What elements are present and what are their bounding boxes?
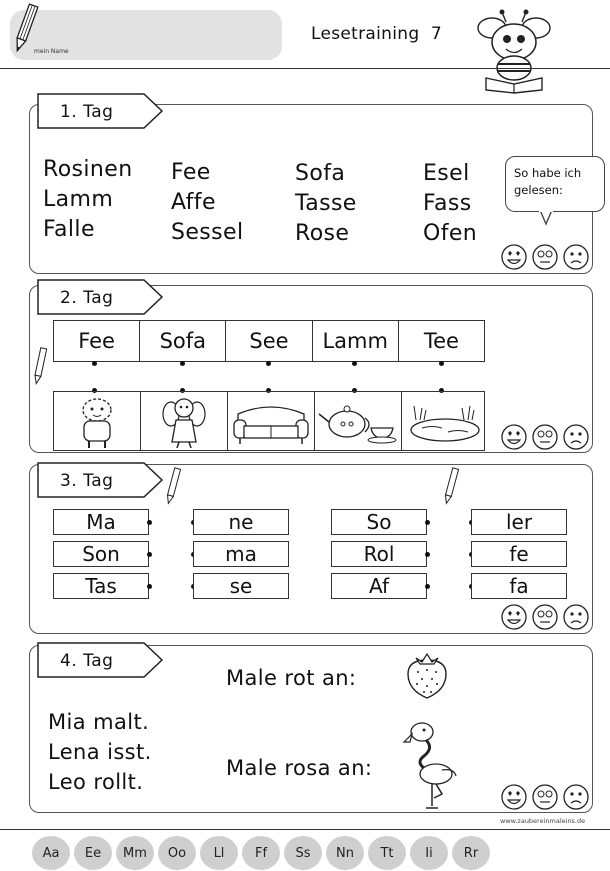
sad-face-icon [564,425,588,449]
name-label: mein Name [34,48,69,55]
syllable-start: Rol [331,541,427,567]
syllable-start: Af [331,573,427,599]
syllable-start: Son [53,541,149,567]
flamingo-icon [402,720,462,812]
pencil-icon [10,2,40,54]
day1-word: Lamm [43,187,114,212]
sad-face-icon [564,245,588,269]
footer-divider [0,829,610,830]
lake-icon [402,392,488,450]
happy-face-icon [502,605,526,629]
day1-word: Sessel [171,220,244,245]
word-cell: Tee [423,329,459,353]
sofa-icon [228,392,314,450]
day1-word: Falle [43,217,95,242]
happy-face-icon [502,785,526,809]
letter-badge: Oo [158,836,196,870]
fairy-icon [141,392,227,450]
letter-row [32,836,490,870]
day1-word: Ofen [423,221,478,246]
rating-smileys[interactable] [500,423,590,451]
pencil-icon [165,466,181,506]
instruction-red: Male rot an: [226,666,357,690]
letter-badge: Rr [452,836,490,870]
neutral-face-icon [533,245,557,269]
sentence: Leo rollt. [48,770,144,794]
match-dot[interactable] [439,361,444,366]
page-title [311,24,442,44]
word-cell: Sofa [140,321,226,361]
letter-badge: Aa [32,836,70,870]
reading-bee-icon [470,8,558,94]
word-cell: Lamm [313,321,399,361]
letter-badge: Ee [74,836,112,870]
match-dot[interactable] [147,552,152,557]
match-dot[interactable] [147,520,152,525]
day2-label: 2. Tag [60,288,114,308]
sentence: Lena isst. [48,740,152,764]
strawberry-icon [402,648,452,700]
syllable-end: ma [193,541,289,567]
day4-label: 4. Tag [60,651,114,671]
match-dot[interactable] [425,584,430,589]
letter-badge: Nn [326,836,364,870]
rating-smileys[interactable] [500,603,590,631]
match-dot[interactable] [147,584,152,589]
day1-word: Fee [171,160,211,185]
bubble-tail-icon [538,210,558,228]
letter-badge: Ff [242,836,280,870]
day1-word: Esel [423,161,470,186]
letter-badge: Mm [116,836,154,870]
picture-cell [315,392,402,450]
word-cell: See [226,321,312,361]
match-dot[interactable] [266,361,271,366]
happy-face-icon [502,245,526,269]
site-credit: www.zaubereinmaleins.de [500,817,586,825]
speech-bubble: So habe ich gelesen: [505,156,605,212]
picture-cell [54,392,141,450]
word-table [53,320,485,362]
syllable-end: ler [471,509,567,535]
day1-label: 1. Tag [60,102,114,122]
sad-face-icon [564,605,588,629]
day1-word: Tasse [295,191,357,216]
sad-face-icon [564,785,588,809]
pencil-icon [32,346,48,386]
picture-cell [228,392,315,450]
letter-badge: Ii [410,836,448,870]
match-dot[interactable] [352,361,357,366]
match-dot[interactable] [92,361,97,366]
neutral-face-icon [533,425,557,449]
syllable-end: fe [471,541,567,567]
title-text: Lesetraining [311,24,420,44]
match-dot[interactable] [425,520,430,525]
instruction-pink: Male rosa an: [226,756,373,780]
letter-badge: Ll [200,836,238,870]
syllable-start: So [331,509,427,535]
day1-word: Affe [171,190,216,215]
match-dot[interactable] [180,361,185,366]
neutral-face-icon [533,605,557,629]
picture-cell [402,392,488,450]
pencil-icon [443,466,459,506]
sentence: Mia malt. [48,710,150,734]
day1-word: Rosinen [43,157,133,182]
neutral-face-icon [533,785,557,809]
header-divider [0,68,610,69]
day1-word: Rose [295,221,350,246]
syllable-end: se [193,573,289,599]
happy-face-icon [502,425,526,449]
teapot-icon [315,392,401,450]
picture-table [53,391,485,451]
letter-badge: Tt [368,836,406,870]
syllable-start: Ma [53,509,149,535]
syllable-start: Tas [53,573,149,599]
word-cell: Fee [54,321,140,361]
picture-cell [141,392,228,450]
sheep-icon [54,392,140,450]
day1-word: Sofa [295,161,346,186]
letter-badge: Ss [284,836,322,870]
title-number: 7 [430,24,442,44]
rating-smileys[interactable] [500,783,590,811]
day1-word: Fass [423,191,472,216]
match-dot[interactable] [425,552,430,557]
rating-smileys[interactable] [500,243,590,271]
syllable-end: ne [193,509,289,535]
day3-label: 3. Tag [60,471,114,491]
syllable-end: fa [471,573,567,599]
